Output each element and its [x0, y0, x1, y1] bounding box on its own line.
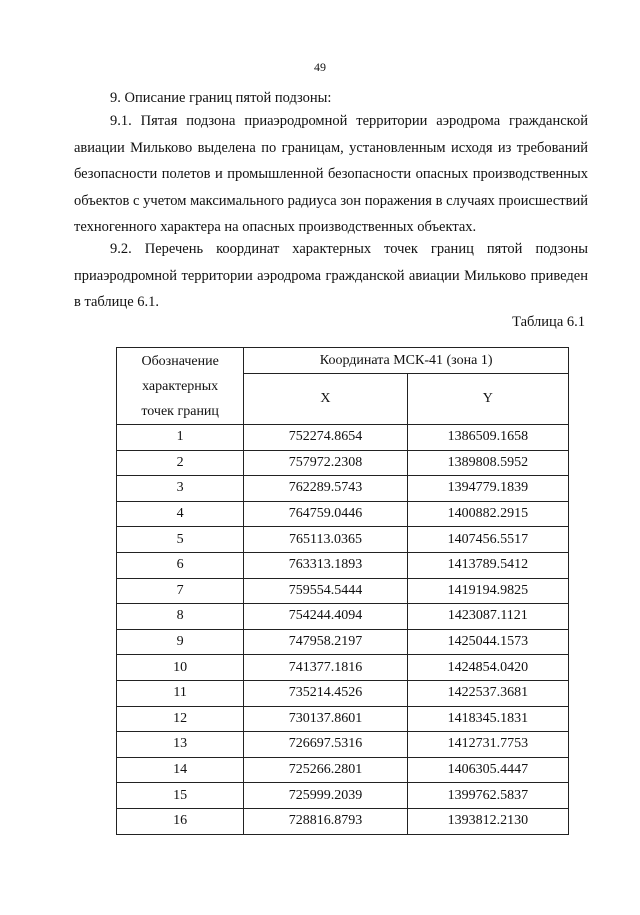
table-row — [117, 527, 569, 553]
point-id: 1 — [117, 425, 244, 451]
table-row — [117, 680, 569, 706]
point-id: 13 — [117, 732, 244, 758]
table-row — [117, 655, 569, 681]
table-row — [117, 578, 569, 604]
coord-x: 765113.0365 — [244, 527, 407, 553]
coord-x: 762289.5743 — [244, 476, 407, 502]
paragraph-9-2: 9.2. Перечень координат характерных точек границ пятой подзоны приаэродромной территории аэродрома гражданской авиации Мильково приведен в таблице 6.1. — [74, 241, 588, 310]
point-id: 16 — [117, 808, 244, 834]
coord-x: 764759.0446 — [244, 501, 407, 527]
coord-y: 1412731.7753 — [407, 732, 568, 758]
table-row — [117, 808, 569, 834]
header-x: X — [244, 374, 407, 425]
point-id: 6 — [117, 552, 244, 578]
page-number: 49 — [314, 60, 326, 74]
table-row — [117, 604, 569, 630]
coord-y: 1425044.1573 — [407, 629, 568, 655]
coord-x: 741377.1816 — [244, 655, 407, 681]
table-row — [117, 476, 569, 502]
table-row — [117, 732, 569, 758]
header-y: Y — [407, 374, 568, 425]
coord-x: 757972.2308 — [244, 450, 407, 476]
table-row — [117, 629, 569, 655]
section-heading: 9. Описание границ пятой подзоны: — [110, 90, 332, 106]
table-row — [117, 706, 569, 732]
point-id: 4 — [117, 501, 244, 527]
paragraph-9-1: 9.1. Пятая подзона приаэродромной территории аэродрома гражданской авиации Мильково выделена по границам, установленным исходя из требований безопасности полетов и промышленной безопасности опасных производственных объектов с учетом максимального радиуса зон поражения в случаях происшествий техногенного характера на опасных производственных объектах. — [74, 113, 588, 235]
header-coordinate-system: Координата МСК-41 (зона 1) — [244, 348, 569, 374]
coord-y: 1399762.5837 — [407, 783, 568, 809]
point-id: 8 — [117, 604, 244, 630]
table-row — [117, 501, 569, 527]
coord-x: 728816.8793 — [244, 808, 407, 834]
table-row — [117, 757, 569, 783]
coord-x: 725999.2039 — [244, 783, 407, 809]
coord-x: 725266.2801 — [244, 757, 407, 783]
coord-y: 1393812.2130 — [407, 808, 568, 834]
table-row — [117, 552, 569, 578]
coord-x: 752274.8654 — [244, 425, 407, 451]
coord-y: 1406305.4447 — [407, 757, 568, 783]
coord-y: 1394779.1839 — [407, 476, 568, 502]
coord-y: 1418345.1831 — [407, 706, 568, 732]
coord-x: 763313.1893 — [244, 552, 407, 578]
point-id: 2 — [117, 450, 244, 476]
point-id: 9 — [117, 629, 244, 655]
coord-y: 1389808.5952 — [407, 450, 568, 476]
coord-x: 759554.5444 — [244, 578, 407, 604]
point-id: 14 — [117, 757, 244, 783]
coord-y: 1386509.1658 — [407, 425, 568, 451]
coord-y: 1419194.9825 — [407, 578, 568, 604]
table-row — [117, 450, 569, 476]
coord-x: 754244.4094 — [244, 604, 407, 630]
coord-x: 747958.2197 — [244, 629, 407, 655]
point-id: 12 — [117, 706, 244, 732]
header-designation-line: характерных — [142, 378, 219, 394]
header-designation-line: точек границ — [141, 403, 219, 419]
point-id: 3 — [117, 476, 244, 502]
coord-y: 1422537.3681 — [407, 680, 568, 706]
coord-x: 735214.4526 — [244, 680, 407, 706]
coord-y: 1423087.1121 — [407, 604, 568, 630]
coord-y: 1424854.0420 — [407, 655, 568, 681]
table-caption: Таблица 6.1 — [512, 314, 585, 330]
point-id: 11 — [117, 680, 244, 706]
coord-y: 1400882.2915 — [407, 501, 568, 527]
point-id: 5 — [117, 527, 244, 553]
header-designation-line: Обозначение — [141, 353, 219, 369]
coord-x: 730137.8601 — [244, 706, 407, 732]
point-id: 15 — [117, 783, 244, 809]
point-id: 10 — [117, 655, 244, 681]
header-point-designation — [117, 348, 244, 425]
coordinates-table — [116, 347, 569, 835]
coord-x: 726697.5316 — [244, 732, 407, 758]
point-id: 7 — [117, 578, 244, 604]
coord-y: 1413789.5412 — [407, 552, 568, 578]
coord-y: 1407456.5517 — [407, 527, 568, 553]
table-row — [117, 783, 569, 809]
table-row — [117, 425, 569, 451]
